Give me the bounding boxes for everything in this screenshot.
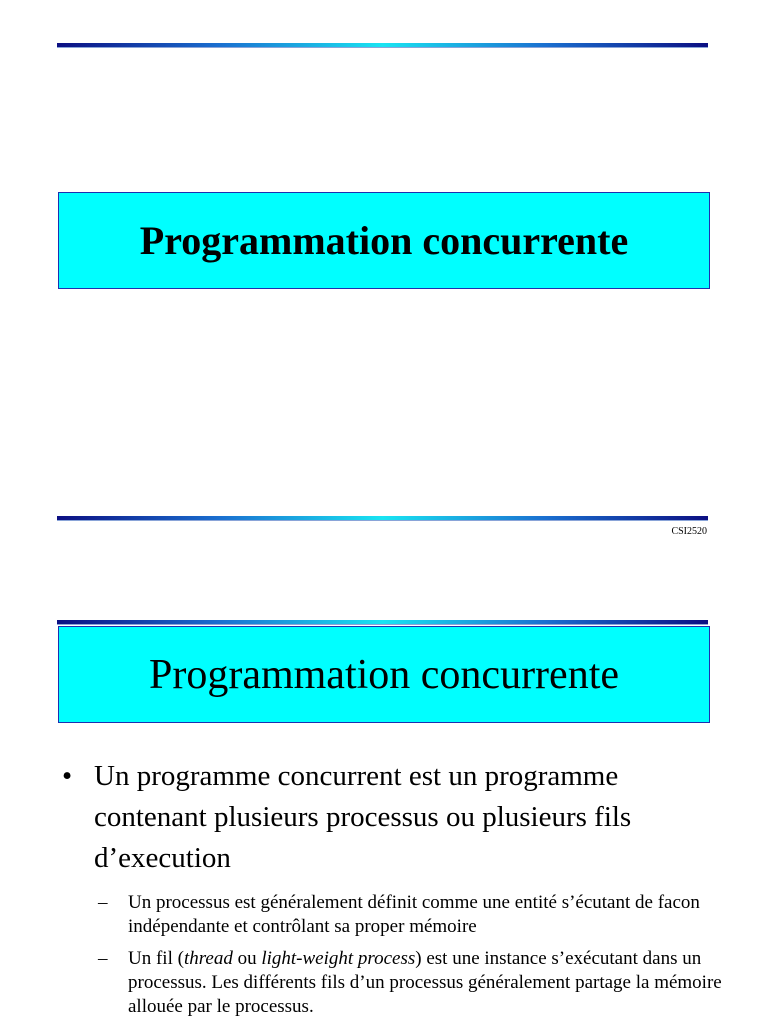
slide2-title: Programmation concurrente (149, 651, 619, 698)
sub-bullet-2 (98, 947, 722, 1019)
sub-bullet-2-part1: Un fil ( (128, 948, 184, 969)
bullet-marker: • (62, 760, 73, 792)
sub-bullet-2-text (128, 947, 722, 1019)
sub-bullets (98, 891, 722, 1019)
sub-bullet-2-part2: ou (232, 948, 262, 969)
sub-bullet-1-text: Un processus est généralement définit comme une entité s’écutant de facon indépendante et contrôlant sa proper mémoire (128, 892, 700, 937)
bullet-item (62, 756, 722, 879)
bullet-text: Un programme concurrent est un programme contenant plusieurs processus ou plusieurs fils d’execution (94, 760, 632, 874)
slide1-bottom-rule-shadow (57, 520, 708, 521)
sub-bullet-2-part3: ) est une instance s’exécutant dans un processus. Les différents fils d’un processus généralement partage la mémoire allouée par le processus. (128, 948, 722, 1017)
sub-bullet-2-marker: – (98, 948, 108, 969)
slide1-footer: CSI2520 (671, 526, 707, 537)
slide2-content (62, 756, 722, 1027)
term-light-weight-process: light-weight process (261, 948, 416, 969)
top-rule-shadow (57, 47, 708, 48)
term-thread: thread (183, 948, 233, 969)
slide2-title-box (58, 626, 710, 723)
sub-bullet-1 (98, 891, 722, 939)
sub-bullet-1-marker: – (98, 892, 108, 913)
slide1-title: Programmation concurrente (139, 218, 629, 263)
slide1-title-box (58, 192, 710, 289)
slide2-top-rule-shadow (57, 624, 708, 625)
